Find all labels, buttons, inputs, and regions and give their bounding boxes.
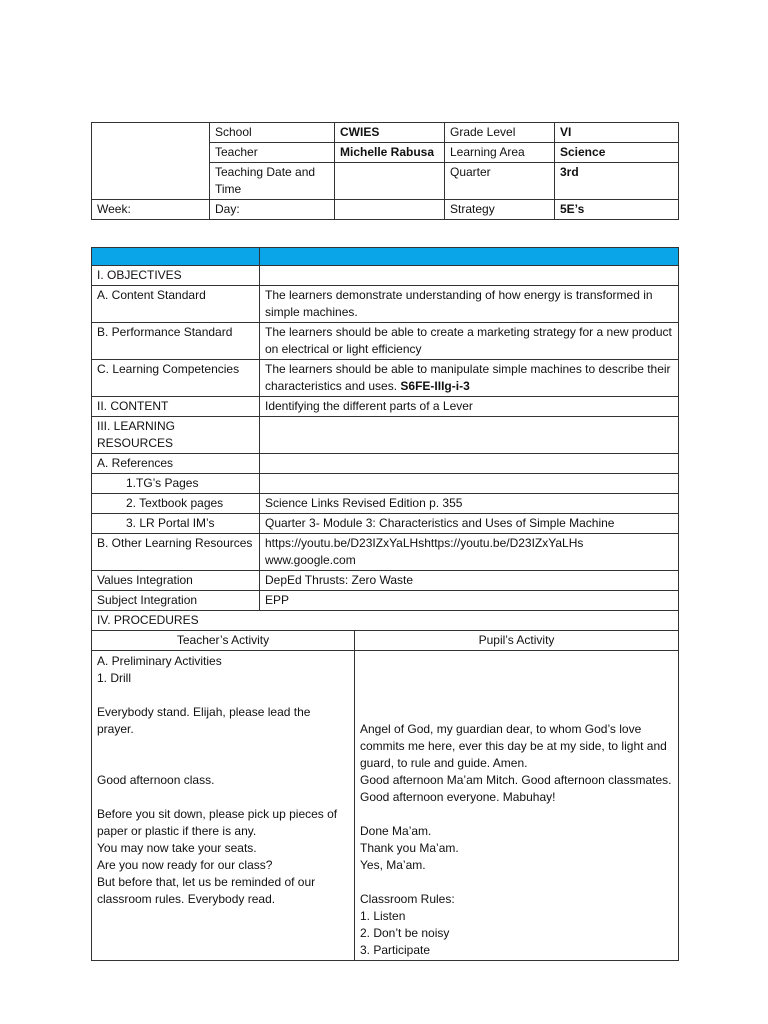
- pupil-line: Angel of God, my guardian dear, to whom God’s love commits me here, ever this day be at my side, to light and guard, to rule and guide. Amen.: [360, 722, 667, 770]
- references-label: A. References: [92, 454, 260, 474]
- pupil-line: 1. Listen: [360, 909, 406, 923]
- competencies-text: The learners should be able to manipulate simple machines to describe their characteristics and uses.: [265, 362, 671, 393]
- performance-standard-label: B. Performance Standard: [92, 323, 260, 360]
- textbook-label: 2. Textbook pages: [92, 494, 260, 514]
- teacher-value: Michelle Rabusa: [335, 143, 445, 163]
- lr-value: Quarter 3- Module 3: Characteristics and Uses of Simple Machine: [260, 514, 679, 534]
- quarter-value: 3rd: [555, 163, 679, 200]
- other-resources-label: B. Other Learning Resources: [92, 534, 260, 571]
- teacher-activity-cell: [92, 651, 355, 961]
- teacher-line: [97, 687, 349, 704]
- week-label: Week:: [92, 200, 210, 220]
- other-resources-value: [260, 534, 679, 571]
- pupil-activity-cell: [355, 651, 679, 961]
- textbook-value: Science Links Revised Edition p. 355: [260, 494, 679, 514]
- date-label: Teaching Date and Time: [210, 163, 335, 200]
- teacher-activity-header: Teacher’s Activity: [92, 631, 355, 651]
- pupil-line: 2. Don’t be noisy: [360, 926, 450, 940]
- area-label: Learning Area: [445, 143, 555, 163]
- references-value: [260, 454, 679, 474]
- resources-label: III. LEARNING RESOURCES: [92, 417, 260, 454]
- day-label: Day:: [210, 200, 335, 220]
- grade-value: VI: [555, 123, 679, 143]
- content-label: II. CONTENT: [92, 397, 260, 417]
- pupil-line: [360, 687, 673, 704]
- teacher-line: Everybody stand. Elijah, please lead the prayer.: [97, 705, 311, 736]
- teacher-line: You may now take your seats.: [97, 841, 257, 855]
- values-value: DepEd Thrusts: Zero Waste: [260, 571, 679, 591]
- pupil-line: Good afternoon Ma’am Mitch. Good afternoon classmates. Good afternoon everyone. Mabuhay!: [360, 773, 672, 804]
- teacher-label: Teacher: [210, 143, 335, 163]
- date-value: [335, 163, 445, 200]
- teacher-line: [97, 789, 349, 806]
- pupil-line: Done Ma’am.: [360, 824, 432, 838]
- header-table: [91, 122, 679, 220]
- strategy-value: 5E’s: [555, 200, 679, 220]
- teacher-line: [97, 738, 349, 755]
- pupil-line: [360, 704, 673, 721]
- youtube-link[interactable]: https://youtu.be/D23IZxYaLHshttps://youtu.be/D23IZxYaLHs: [265, 536, 584, 550]
- pupil-line: Classroom Rules:: [360, 892, 455, 906]
- performance-standard-value: The learners should be able to create a marketing strategy for a new product on electrical or light efficiency: [260, 323, 679, 360]
- resources-value: [260, 417, 679, 454]
- teacher-line: Good afternoon class.: [97, 773, 215, 787]
- content-standard-value: The learners demonstrate understanding of how energy is transformed in simple machines.: [260, 286, 679, 323]
- subject-label: Subject Integration: [92, 591, 260, 611]
- tg-label: 1.TG’s Pages: [92, 474, 260, 494]
- google-link[interactable]: www.google.com: [265, 553, 356, 567]
- quarter-label: Quarter: [445, 163, 555, 200]
- competencies-value: [260, 360, 679, 397]
- pupil-line: [360, 806, 673, 823]
- blue-header-right: [260, 248, 679, 266]
- tg-value: [260, 474, 679, 494]
- teacher-line: 1. Drill: [97, 671, 132, 685]
- content-standard-label: A. Content Standard: [92, 286, 260, 323]
- day-value: [335, 200, 445, 220]
- pupil-line: Yes, Ma’am.: [360, 858, 426, 872]
- procedures-label: IV. PROCEDURES: [92, 611, 679, 631]
- pupil-line: [360, 874, 673, 891]
- teacher-line: A. Preliminary Activities: [97, 654, 222, 668]
- header-blank-cell: [92, 123, 210, 200]
- teacher-line: Before you sit down, please pick up pieces of paper or plastic if there is any.: [97, 807, 338, 838]
- school-label: School: [210, 123, 335, 143]
- blue-header-left: [92, 248, 260, 266]
- competencies-label: C. Learning Competencies: [92, 360, 260, 397]
- competencies-code: S6FE-IIIg-i-3: [400, 379, 470, 393]
- lesson-plan-table: [91, 247, 679, 961]
- pupil-activity-header: Pupil’s Activity: [355, 631, 679, 651]
- values-label: Values Integration: [92, 571, 260, 591]
- pupil-line: [360, 670, 673, 687]
- school-value: CWIES: [335, 123, 445, 143]
- objectives-value: [260, 266, 679, 286]
- strategy-label: Strategy: [445, 200, 555, 220]
- objectives-label: I. OBJECTIVES: [92, 266, 260, 286]
- area-value: Science: [555, 143, 679, 163]
- teacher-line: Are you now ready for our class?: [97, 858, 273, 872]
- pupil-line: [360, 653, 673, 670]
- pupil-line: Thank you Ma’am.: [360, 841, 459, 855]
- grade-label: Grade Level: [445, 123, 555, 143]
- teacher-line: But before that, let us be reminded of our classroom rules. Everybody read.: [97, 875, 316, 906]
- pupil-line: 3. Participate: [360, 943, 431, 957]
- lr-label: 3. LR Portal IM’s: [92, 514, 260, 534]
- teacher-line: [97, 755, 349, 772]
- content-value: Identifying the different parts of a Lever: [260, 397, 679, 417]
- subject-value: EPP: [260, 591, 679, 611]
